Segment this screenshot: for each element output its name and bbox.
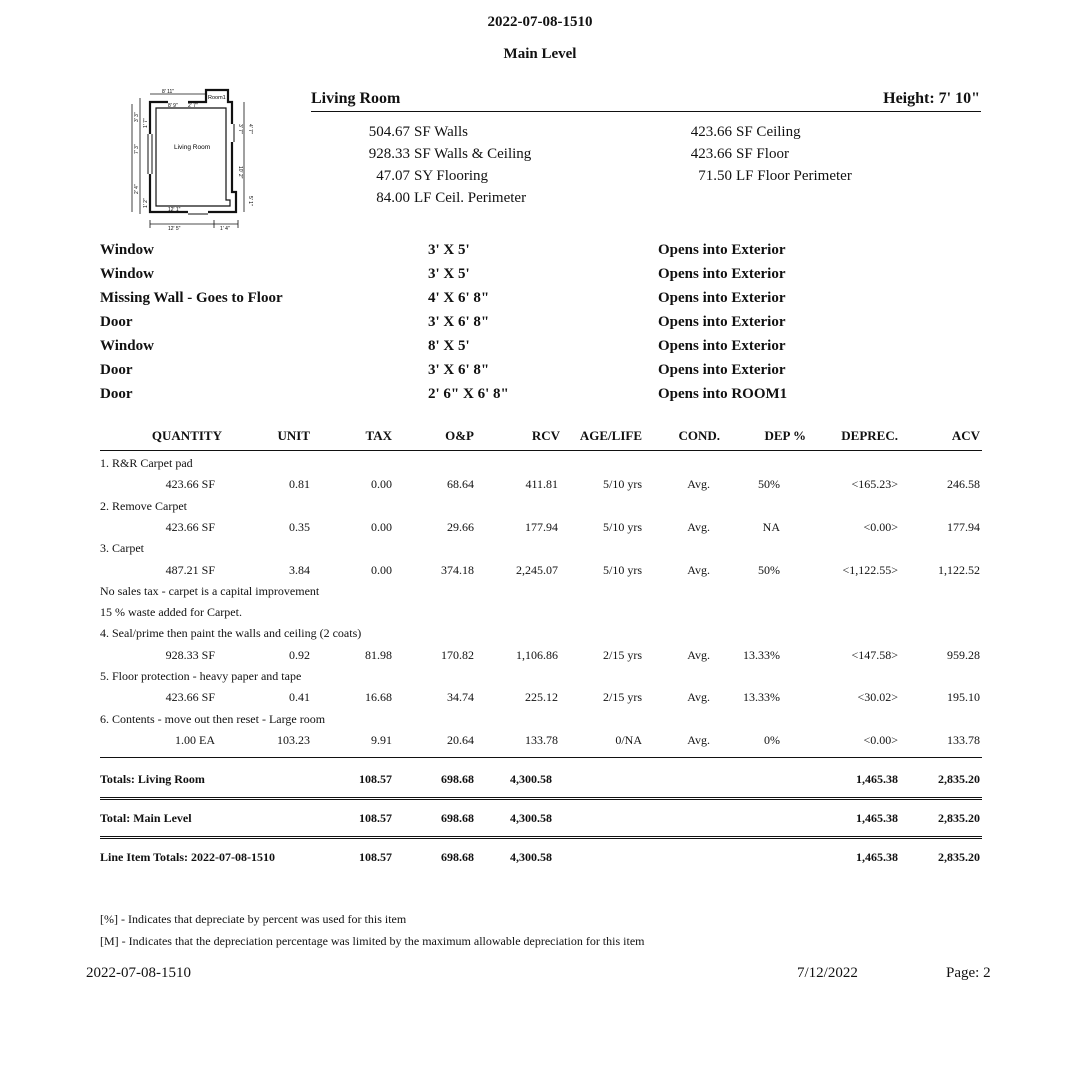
footnote: [M] - Indicates that the depreciation percentage was limited by the maximum allowable depreciation for this item: [100, 934, 645, 948]
room-divider: [311, 111, 981, 112]
sketch-dim: 7' 3": [134, 144, 140, 154]
measurement-row: 84.00 LF Ceil. Perimeter: [376, 190, 527, 206]
opening-destination: Opens into Exterior: [658, 290, 786, 306]
document-title: 2022-07-08-1510: [487, 14, 593, 30]
sketch-dim: 1' 4": [220, 226, 230, 232]
col-rcv: RCV: [531, 428, 560, 443]
sketch-dim: 4' 7": [247, 124, 253, 134]
line-item-deprec: <0.00>: [863, 732, 898, 747]
opening-name: Window: [100, 242, 154, 258]
line-item-op: 68.64: [447, 477, 474, 492]
line-item-unit: 103.23: [277, 732, 310, 747]
col-op: O&P: [445, 428, 474, 443]
sketch-room1-label: Room1: [208, 95, 226, 101]
line-item-cond: Avg.: [687, 647, 710, 662]
measurement-row: 423.66 SF Ceiling: [690, 124, 801, 140]
line-item-cond: Avg.: [687, 477, 710, 492]
measurement-row: 71.50 LF Floor Perimeter: [698, 168, 852, 184]
opening-destination: Opens into Exterior: [658, 242, 786, 258]
totals-rcv: 4,300.58: [510, 772, 552, 786]
line-item-unit: 0.35: [289, 519, 310, 534]
opening-size: 3' X 5': [428, 242, 470, 258]
line-item-qty: 487.21 SF: [165, 562, 215, 577]
measurement-row: 47.07 SY Flooring: [376, 168, 489, 184]
opening-name: Window: [100, 338, 154, 354]
opening-destination: Opens into Exterior: [658, 314, 786, 330]
opening-size: 8' X 5': [428, 338, 470, 354]
opening-size: 3' X 6' 8": [428, 314, 490, 330]
line-item-age: 5/10 yrs: [603, 562, 642, 577]
line-item-cond: Avg.: [687, 562, 710, 577]
line-item-dep: 13.33%: [743, 690, 780, 705]
room-sketch: [128, 84, 258, 234]
line-item-op: 374.18: [441, 562, 474, 577]
totals-rcv: 4,300.58: [510, 811, 552, 825]
opening-name: Missing Wall - Goes to Floor: [100, 290, 283, 306]
line-item-deprec: <1,122.55>: [842, 562, 898, 577]
footer-page: Page: 2: [946, 965, 991, 981]
col-quantity: QUANTITY: [151, 428, 222, 443]
line-item-age: 2/15 yrs: [603, 647, 642, 662]
line-item-tax: 0.00: [371, 477, 392, 492]
line-item-op: 170.82: [441, 647, 474, 662]
line-item-rcv: 133.78: [525, 732, 558, 747]
opening-row: [100, 290, 980, 314]
sketch-dim: 3' 3": [134, 112, 140, 122]
line-item-tax: 16.68: [365, 690, 392, 705]
opening-row: [100, 242, 980, 266]
line-item-rcv: 1,106.86: [516, 647, 558, 662]
line-item-op: 29.66: [447, 519, 474, 534]
line-item-qty: 423.66 SF: [165, 690, 215, 705]
line-item-dep: 0%: [764, 732, 780, 747]
totals-rule: [100, 757, 982, 758]
opening-destination: Opens into Exterior: [658, 362, 786, 378]
sketch-dim: 8' 9": [168, 103, 178, 109]
sketch-dim: 12' 1": [168, 207, 181, 213]
line-item-description: 5. Floor protection - heavy paper and tape: [100, 669, 302, 683]
totals-tax: 108.57: [359, 850, 392, 864]
opening-row: [100, 338, 980, 362]
sketch-dim: 12' 5": [168, 226, 181, 232]
line-item-note: No sales tax - carpet is a capital improvement: [100, 583, 320, 598]
line-item-description: 1. R&R Carpet pad: [100, 456, 193, 470]
opening-row: [100, 386, 980, 410]
totals-op: 698.68: [441, 850, 474, 864]
col-deprec: DEPREC.: [841, 428, 898, 443]
line-item-deprec: <30.02>: [857, 690, 898, 705]
line-item-cond: Avg.: [687, 690, 710, 705]
measurement-row: 928.33 SF Walls & Ceiling: [368, 146, 532, 162]
measurements-left: [358, 121, 531, 209]
opening-size: 4' X 6' 8": [428, 290, 490, 306]
sketch-room-label: Living Room: [174, 144, 211, 151]
line-item-dep: 50%: [758, 477, 780, 492]
line-item-qty: 1.00 EA: [175, 732, 215, 747]
line-item-acv: 1,122.52: [938, 562, 980, 577]
sketch-dim: 2' 7": [188, 103, 198, 109]
totals-label: Totals: Living Room: [100, 772, 205, 786]
line-item-rcv: 177.94: [525, 519, 558, 534]
opening-name: Door: [100, 314, 133, 330]
footer-date: 7/12/2022: [797, 965, 858, 981]
line-item-description: 3. Carpet: [100, 541, 144, 556]
line-item-unit: 0.81: [289, 477, 310, 492]
totals-label: Total: Main Level: [100, 811, 192, 825]
totals-rule: [100, 799, 982, 800]
opening-row: [100, 362, 980, 386]
line-item-unit: 0.41: [289, 690, 310, 705]
totals-acv: 2,835.20: [938, 850, 980, 864]
line-item-unit: 0.92: [289, 647, 310, 662]
col-unit: UNIT: [277, 428, 310, 443]
line-item-rcv: 225.12: [525, 690, 558, 705]
measurements-right: [680, 121, 852, 187]
measurement-row: 423.66 SF Floor: [690, 146, 789, 162]
col-age-life: AGE/LIFE: [579, 428, 642, 443]
opening-name: Door: [100, 386, 133, 402]
opening-destination: Opens into ROOM1: [658, 386, 788, 402]
line-item-op: 34.74: [447, 690, 474, 705]
table-header-rule: [100, 450, 982, 451]
opening-row: [100, 266, 980, 290]
line-item-rcv: 2,245.07: [516, 562, 558, 577]
totals-rcv: 4,300.58: [510, 850, 552, 864]
openings-list: [100, 242, 980, 410]
totals-op: 698.68: [441, 772, 474, 786]
sketch-dim: 1' 2": [143, 198, 149, 208]
room-height: Height: 7' 10": [883, 90, 980, 107]
line-item-age: 5/10 yrs: [603, 477, 642, 492]
opening-name: Door: [100, 362, 133, 378]
line-item-dep: 50%: [758, 562, 780, 577]
line-item-tax: 9.91: [371, 732, 392, 747]
sketch-dim: 3' 7": [237, 124, 243, 134]
line-item-rcv: 411.81: [525, 477, 558, 492]
opening-name: Window: [100, 266, 154, 282]
line-item-description: 4. Seal/prime then paint the walls and ceiling (2 coats): [100, 626, 362, 641]
line-item-description: 2. Remove Carpet: [100, 498, 187, 513]
totals-label: Line Item Totals: 2022-07-08-1510: [100, 850, 275, 864]
line-item-note: 15 % waste added for Carpet.: [100, 605, 242, 620]
footer-doc-id: 2022-07-08-1510: [86, 965, 191, 981]
line-item-acv: 959.28: [947, 647, 980, 662]
footnote: [%] - Indicates that depreciate by percent was used for this item: [100, 912, 407, 926]
line-item-acv: 177.94: [947, 519, 980, 534]
line-item-qty: 423.66 SF: [165, 477, 215, 492]
line-item-deprec: <147.58>: [851, 647, 898, 662]
line-item-acv: 133.78: [947, 732, 980, 747]
totals-tax: 108.57: [359, 772, 392, 786]
line-item-unit: 3.84: [289, 562, 310, 577]
sketch-dim: 10' 2": [237, 166, 243, 179]
measurement-row: 504.67 SF Walls: [368, 124, 468, 140]
totals-tax: 108.57: [359, 811, 392, 825]
col-dep-pct: DEP %: [764, 428, 806, 443]
line-item-age: 5/10 yrs: [603, 519, 642, 534]
line-item-tax: 0.00: [371, 562, 392, 577]
totals-acv: 2,835.20: [938, 772, 980, 786]
line-item-tax: 0.00: [371, 519, 392, 534]
totals-rule: [100, 838, 982, 839]
line-item-qty: 928.33 SF: [165, 647, 215, 662]
line-item-age: 2/15 yrs: [603, 690, 642, 705]
totals-deprec: 1,465.38: [856, 772, 898, 786]
totals-deprec: 1,465.38: [856, 850, 898, 864]
line-item-op: 20.64: [447, 732, 474, 747]
sketch-dim: 2' 4": [134, 184, 140, 194]
opening-size: 3' X 6' 8": [428, 362, 490, 378]
totals-rule: [100, 836, 982, 837]
col-acv: ACV: [951, 428, 980, 443]
col-cond: COND.: [678, 428, 720, 443]
col-tax: TAX: [365, 428, 392, 443]
line-item-cond: Avg.: [687, 732, 710, 747]
floor-plan-sketch: [128, 84, 258, 234]
totals-acv: 2,835.20: [938, 811, 980, 825]
opening-destination: Opens into Exterior: [658, 338, 786, 354]
line-item-age: 0/NA: [615, 732, 642, 747]
level-title: Main Level: [503, 46, 577, 62]
line-item-tax: 81.98: [365, 647, 392, 662]
line-item-dep: NA: [762, 519, 780, 534]
opening-row: [100, 314, 980, 338]
line-item-acv: 195.10: [947, 690, 980, 705]
room-name: Living Room: [311, 90, 401, 107]
sketch-dim: 8' 11": [162, 89, 175, 95]
line-item-description: 6. Contents - move out then reset - Large room: [100, 711, 326, 726]
totals-deprec: 1,465.38: [856, 811, 898, 825]
line-item-deprec: <0.00>: [863, 519, 898, 534]
line-item-qty: 423.66 SF: [165, 519, 215, 534]
totals-rule: [100, 797, 982, 798]
sketch-dim: 1' 7": [143, 118, 149, 128]
line-item-dep: 13.33%: [743, 647, 780, 662]
totals-op: 698.68: [441, 811, 474, 825]
line-item-acv: 246.58: [947, 477, 980, 492]
line-item-cond: Avg.: [687, 519, 710, 534]
opening-size: 2' 6" X 6' 8": [428, 386, 509, 402]
sketch-dim: 5' 1": [247, 196, 253, 206]
opening-size: 3' X 5': [428, 266, 470, 282]
opening-destination: Opens into Exterior: [658, 266, 786, 282]
line-item-deprec: <165.23>: [851, 477, 898, 492]
